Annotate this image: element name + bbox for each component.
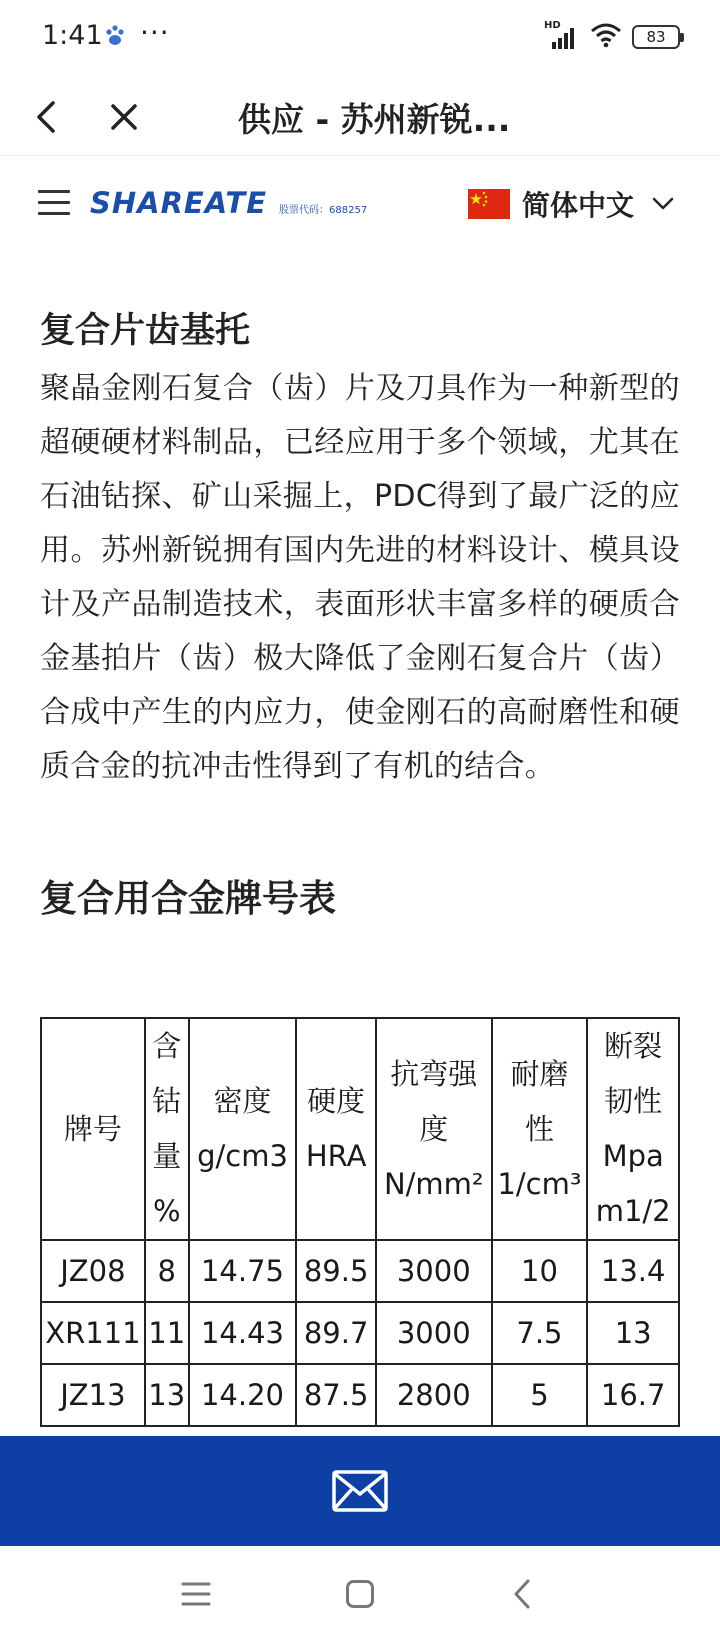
table-header-line: % [152,1194,181,1228]
table-header-cell [587,1018,679,1240]
table-header-line: 韧性 [604,1084,663,1118]
nav-back-button[interactable] [500,1574,544,1614]
status-indicators [544,22,680,52]
battery-icon [632,25,680,49]
mail-icon [331,1469,389,1513]
table-header-cell [41,1018,145,1240]
table-cell: 14.43 [189,1302,297,1364]
site-header [0,156,720,256]
back-arrow-icon [33,100,59,134]
table-header-line: 含 [152,1029,182,1063]
table-header-line: 断裂 [604,1029,663,1063]
table-header-cell [492,1018,588,1240]
table-header-line: g/cm3 [197,1139,288,1173]
table-header-line: 硬度 [307,1084,366,1118]
logo-text: SHAREATE [90,186,268,220]
table-header-line: 量 [152,1139,182,1173]
section-body: 聚晶金刚石复合（齿）片及刀具作为一种新型的超硬硬材料制品，已经应用于多个领域，尤其在石油钻探、矿山采掘上，PDC得到了最广泛的应用。苏州新锐拥有国内先进的材料设计、模具设计及产品制造技术，表面形状丰富多样的硬质合金基拍片（齿）极大降低了金刚石复合片（齿）合成中产生的内应力，使金刚石的高耐磨性和硬质合金的抗冲击性得到了有机的结合。 [40,371,680,784]
back-chevron-icon [511,1578,533,1610]
table-cell: 16.7 [587,1364,679,1426]
table-cell: JZ13 [41,1364,145,1426]
table-cell: 8 [145,1240,189,1302]
table-body [41,1240,679,1426]
table-cell: 14.75 [189,1240,297,1302]
browser-title-bar [0,78,720,156]
back-button[interactable] [18,90,74,144]
home-button[interactable] [338,1574,382,1614]
table-header-cell [376,1018,492,1240]
signal-icon [544,20,580,50]
table-header-line: 度 [419,1111,449,1146]
site-logo[interactable] [90,186,367,226]
language-label: 简体中文 [522,189,635,222]
table-section-title: 复合用合金牌号表 [40,877,336,920]
alloy-grade-table [40,1017,680,1427]
contact-mail-button[interactable] [0,1436,720,1546]
table-header-line: 牌号 [63,1111,122,1146]
table-cell: 3000 [376,1240,492,1302]
table-cell: 7.5 [492,1302,588,1364]
menu-icon [181,1581,211,1607]
table-header-cell [189,1018,297,1240]
status-bar [0,0,720,78]
battery-level: 83 [646,28,666,46]
table-header-line: 耐磨 [510,1056,569,1091]
page-title: 供应 - 苏州新锐... [238,100,511,139]
chevron-down-icon [652,197,674,211]
table-header-line: 密度 [213,1084,272,1118]
table-cell: 13 [145,1364,189,1426]
table-row [41,1240,679,1302]
table-header-line: Mpa [602,1139,664,1173]
table-header-line: 1/cm³ [497,1166,582,1201]
article-content [40,300,680,932]
table-header-row [41,1018,679,1240]
table-cell: 14.20 [189,1364,297,1426]
system-navigation-bar [0,1546,720,1640]
table-cell: 87.5 [296,1364,376,1426]
section-title: 复合片齿基托 [40,311,251,351]
status-time: 1:41 [42,20,103,51]
table-cell: JZ08 [41,1240,145,1302]
china-flag-icon [468,189,510,219]
table-header-line: HRA [305,1139,367,1173]
table-row [41,1302,679,1364]
table-cell: 3000 [376,1302,492,1364]
recent-apps-button[interactable] [174,1574,218,1614]
language-switcher[interactable] [468,184,674,224]
network-hd-label: HD [544,20,561,31]
table-cell: 13.4 [587,1240,679,1302]
close-button[interactable] [96,90,152,144]
table-header-cell [145,1018,189,1240]
table-cell: XR111 [41,1302,145,1364]
table-cell: 13 [587,1302,679,1364]
table-cell: 2800 [376,1364,492,1426]
table-cell: 10 [492,1240,588,1302]
table-header-line: m1/2 [595,1194,671,1228]
table-header-line: 抗弯强 [390,1056,478,1091]
table-cell: 89.5 [296,1240,376,1302]
table-cell: 11 [145,1302,189,1364]
home-square-icon [345,1579,375,1609]
table-header-line: 性 [524,1111,554,1146]
table-header-line: N/mm² [383,1166,484,1201]
stock-code: 股票代码：688257 [279,205,368,216]
close-icon [110,103,138,131]
wifi-icon [590,22,622,52]
baidu-paw-icon [104,24,126,52]
table-cell: 89.7 [296,1302,376,1364]
more-notifications-icon: ··· [140,16,170,49]
hamburger-menu-icon[interactable] [38,190,70,218]
table-row [41,1364,679,1426]
table-header-cell [296,1018,376,1240]
table-header-line: 钴 [152,1084,182,1118]
table-cell: 5 [492,1364,588,1426]
